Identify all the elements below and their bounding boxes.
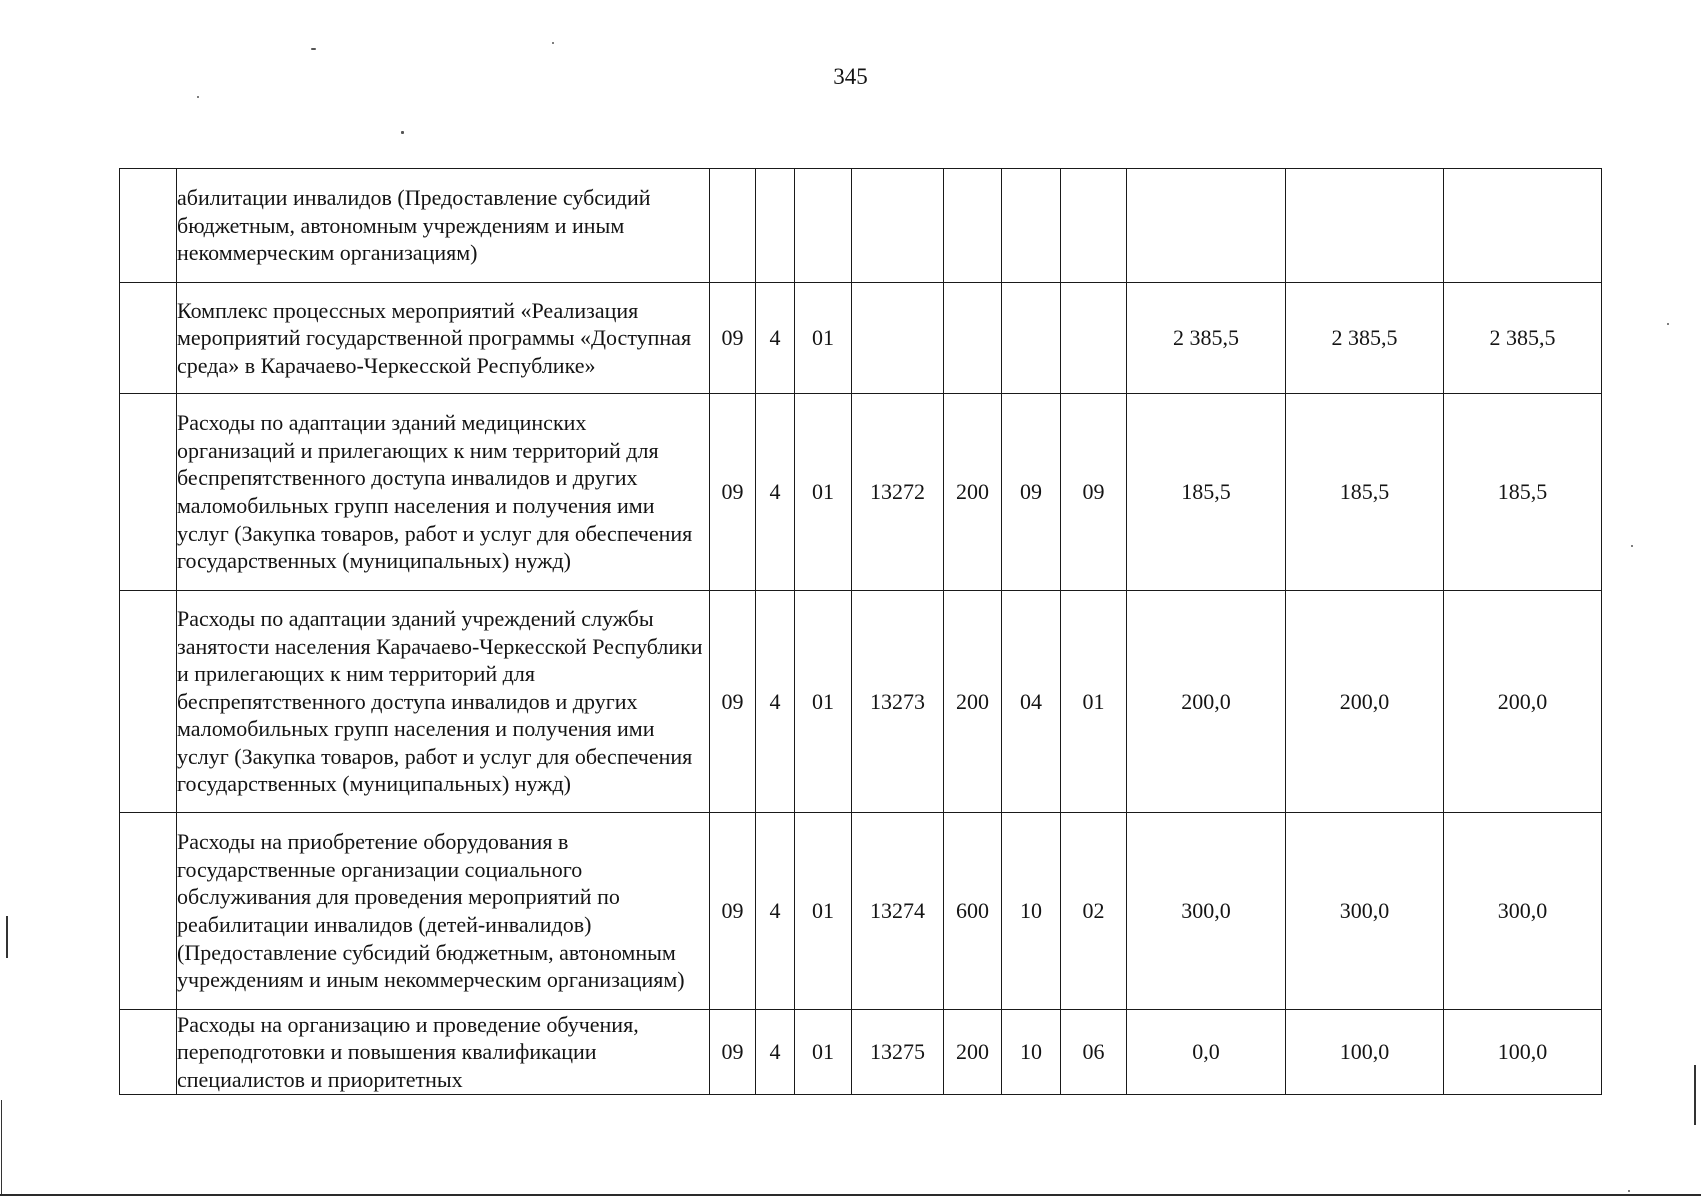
om-cell — [795, 169, 852, 283]
pp-cell — [756, 169, 795, 283]
direction-cell: 13273 — [852, 591, 944, 813]
vr-cell — [944, 283, 1002, 394]
gp-cell: 09 — [710, 283, 756, 394]
sum-1-cell: 2 385,5 — [1127, 283, 1286, 394]
rz-cell: 10 — [1002, 1010, 1061, 1095]
gp-cell: 09 — [710, 813, 756, 1010]
page-number: 345 — [833, 64, 868, 89]
direction-cell: 13274 — [852, 813, 944, 1010]
om-cell: 01 — [795, 394, 852, 591]
gp-cell: 09 — [710, 394, 756, 591]
description-cell: Расходы по адаптации зданий учреждений службы занятости населения Карачаево-Черкесской Республики и прилегающих к ним территорий для беспрепятственного доступа инвалидов и других маломобильных групп населения и получения ими услуг (Закупка товаров, работ и услуг для обеспечения государственных (муниципальных) нужд) — [177, 591, 710, 813]
sum-2-cell — [1286, 169, 1444, 283]
scan-speck — [1631, 545, 1633, 547]
om-cell: 01 — [795, 813, 852, 1010]
direction-cell: 13272 — [852, 394, 944, 591]
pr-cell: 01 — [1061, 591, 1127, 813]
sum-3-cell: 300,0 — [1444, 813, 1602, 1010]
direction-cell — [852, 283, 944, 394]
row-number-cell — [120, 283, 177, 394]
table-row — [120, 1010, 1602, 1095]
pp-cell: 4 — [756, 394, 795, 591]
sum-2-cell: 2 385,5 — [1286, 283, 1444, 394]
table-row — [120, 394, 1602, 591]
scan-speck — [197, 96, 199, 98]
budget-table — [119, 168, 1602, 1095]
sum-2-cell: 100,0 — [1286, 1010, 1444, 1095]
sum-1-cell: 185,5 — [1127, 394, 1286, 591]
right-edge-mark — [1694, 1065, 1696, 1125]
row-number-cell — [120, 394, 177, 591]
table-row — [120, 591, 1602, 813]
om-cell: 01 — [795, 283, 852, 394]
description-cell: Расходы на приобретение оборудования в государственные организации социального обслуживания для проведения мероприятий по реабилитации инвалидов (детей-инвалидов) (Предоставление субсидий бюджетным, автономным учреждениям и иным некоммерческим организациям) — [177, 813, 710, 1010]
sum-1-cell: 300,0 — [1127, 813, 1286, 1010]
left-edge-mark — [6, 916, 8, 958]
gp-cell — [710, 169, 756, 283]
sum-3-cell: 185,5 — [1444, 394, 1602, 591]
vr-cell: 200 — [944, 591, 1002, 813]
description-cell: Расходы по адаптации зданий медицинских организаций и прилегающих к ним территорий для беспрепятственного доступа инвалидов и других маломобильных групп населения и получения ими услуг (Закупка товаров, работ и услуг для обеспечения государственных (муниципальных) нужд) — [177, 394, 710, 591]
sum-3-cell: 2 385,5 — [1444, 283, 1602, 394]
rz-cell — [1002, 169, 1061, 283]
sum-1-cell: 200,0 — [1127, 591, 1286, 813]
vr-cell: 200 — [944, 394, 1002, 591]
scan-speck — [552, 42, 554, 44]
table-row — [120, 169, 1602, 283]
sum-2-cell: 185,5 — [1286, 394, 1444, 591]
scan-speck — [1667, 323, 1669, 325]
pp-cell: 4 — [756, 1010, 795, 1095]
row-number-cell — [120, 813, 177, 1010]
scan-speck — [401, 131, 404, 134]
pr-cell: 02 — [1061, 813, 1127, 1010]
sum-3-cell — [1444, 169, 1602, 283]
pp-cell: 4 — [756, 591, 795, 813]
sum-3-cell: 100,0 — [1444, 1010, 1602, 1095]
sum-2-cell: 300,0 — [1286, 813, 1444, 1010]
gp-cell: 09 — [710, 1010, 756, 1095]
rz-cell: 10 — [1002, 813, 1061, 1010]
scan-speck — [1628, 1190, 1630, 1192]
pr-cell: 09 — [1061, 394, 1127, 591]
vr-cell — [944, 169, 1002, 283]
pp-cell: 4 — [756, 813, 795, 1010]
row-number-cell — [120, 169, 177, 283]
left-edge-line — [1, 1100, 2, 1194]
gp-cell: 09 — [710, 591, 756, 813]
scan-speck — [311, 48, 316, 50]
rz-cell — [1002, 283, 1061, 394]
direction-cell: 13275 — [852, 1010, 944, 1095]
description-cell: абилитации инвалидов (Предоставление субсидий бюджетным, автономным учреждениям и иным некоммерческим организациям) — [177, 169, 710, 283]
sum-3-cell: 200,0 — [1444, 591, 1602, 813]
sum-2-cell: 200,0 — [1286, 591, 1444, 813]
sum-1-cell: 0,0 — [1127, 1010, 1286, 1095]
description-cell: Расходы на организацию и проведение обучения, переподготовки и повышения квалификации специалистов и приоритетных — [177, 1010, 710, 1095]
vr-cell: 600 — [944, 813, 1002, 1010]
table-row — [120, 283, 1602, 394]
row-number-cell — [120, 591, 177, 813]
pr-cell — [1061, 169, 1127, 283]
pr-cell: 06 — [1061, 1010, 1127, 1095]
vr-cell: 200 — [944, 1010, 1002, 1095]
description-cell: Комплекс процессных мероприятий «Реализация мероприятий государственной программы «Доступная среда» в Карачаево-Черкесской Республике» — [177, 283, 710, 394]
rz-cell: 04 — [1002, 591, 1061, 813]
om-cell: 01 — [795, 1010, 852, 1095]
bottom-rule — [0, 1194, 1701, 1196]
row-number-cell — [120, 1010, 177, 1095]
table-row — [120, 813, 1602, 1010]
pp-cell: 4 — [756, 283, 795, 394]
direction-cell — [852, 169, 944, 283]
rz-cell: 09 — [1002, 394, 1061, 591]
om-cell: 01 — [795, 591, 852, 813]
sum-1-cell — [1127, 169, 1286, 283]
pr-cell — [1061, 283, 1127, 394]
